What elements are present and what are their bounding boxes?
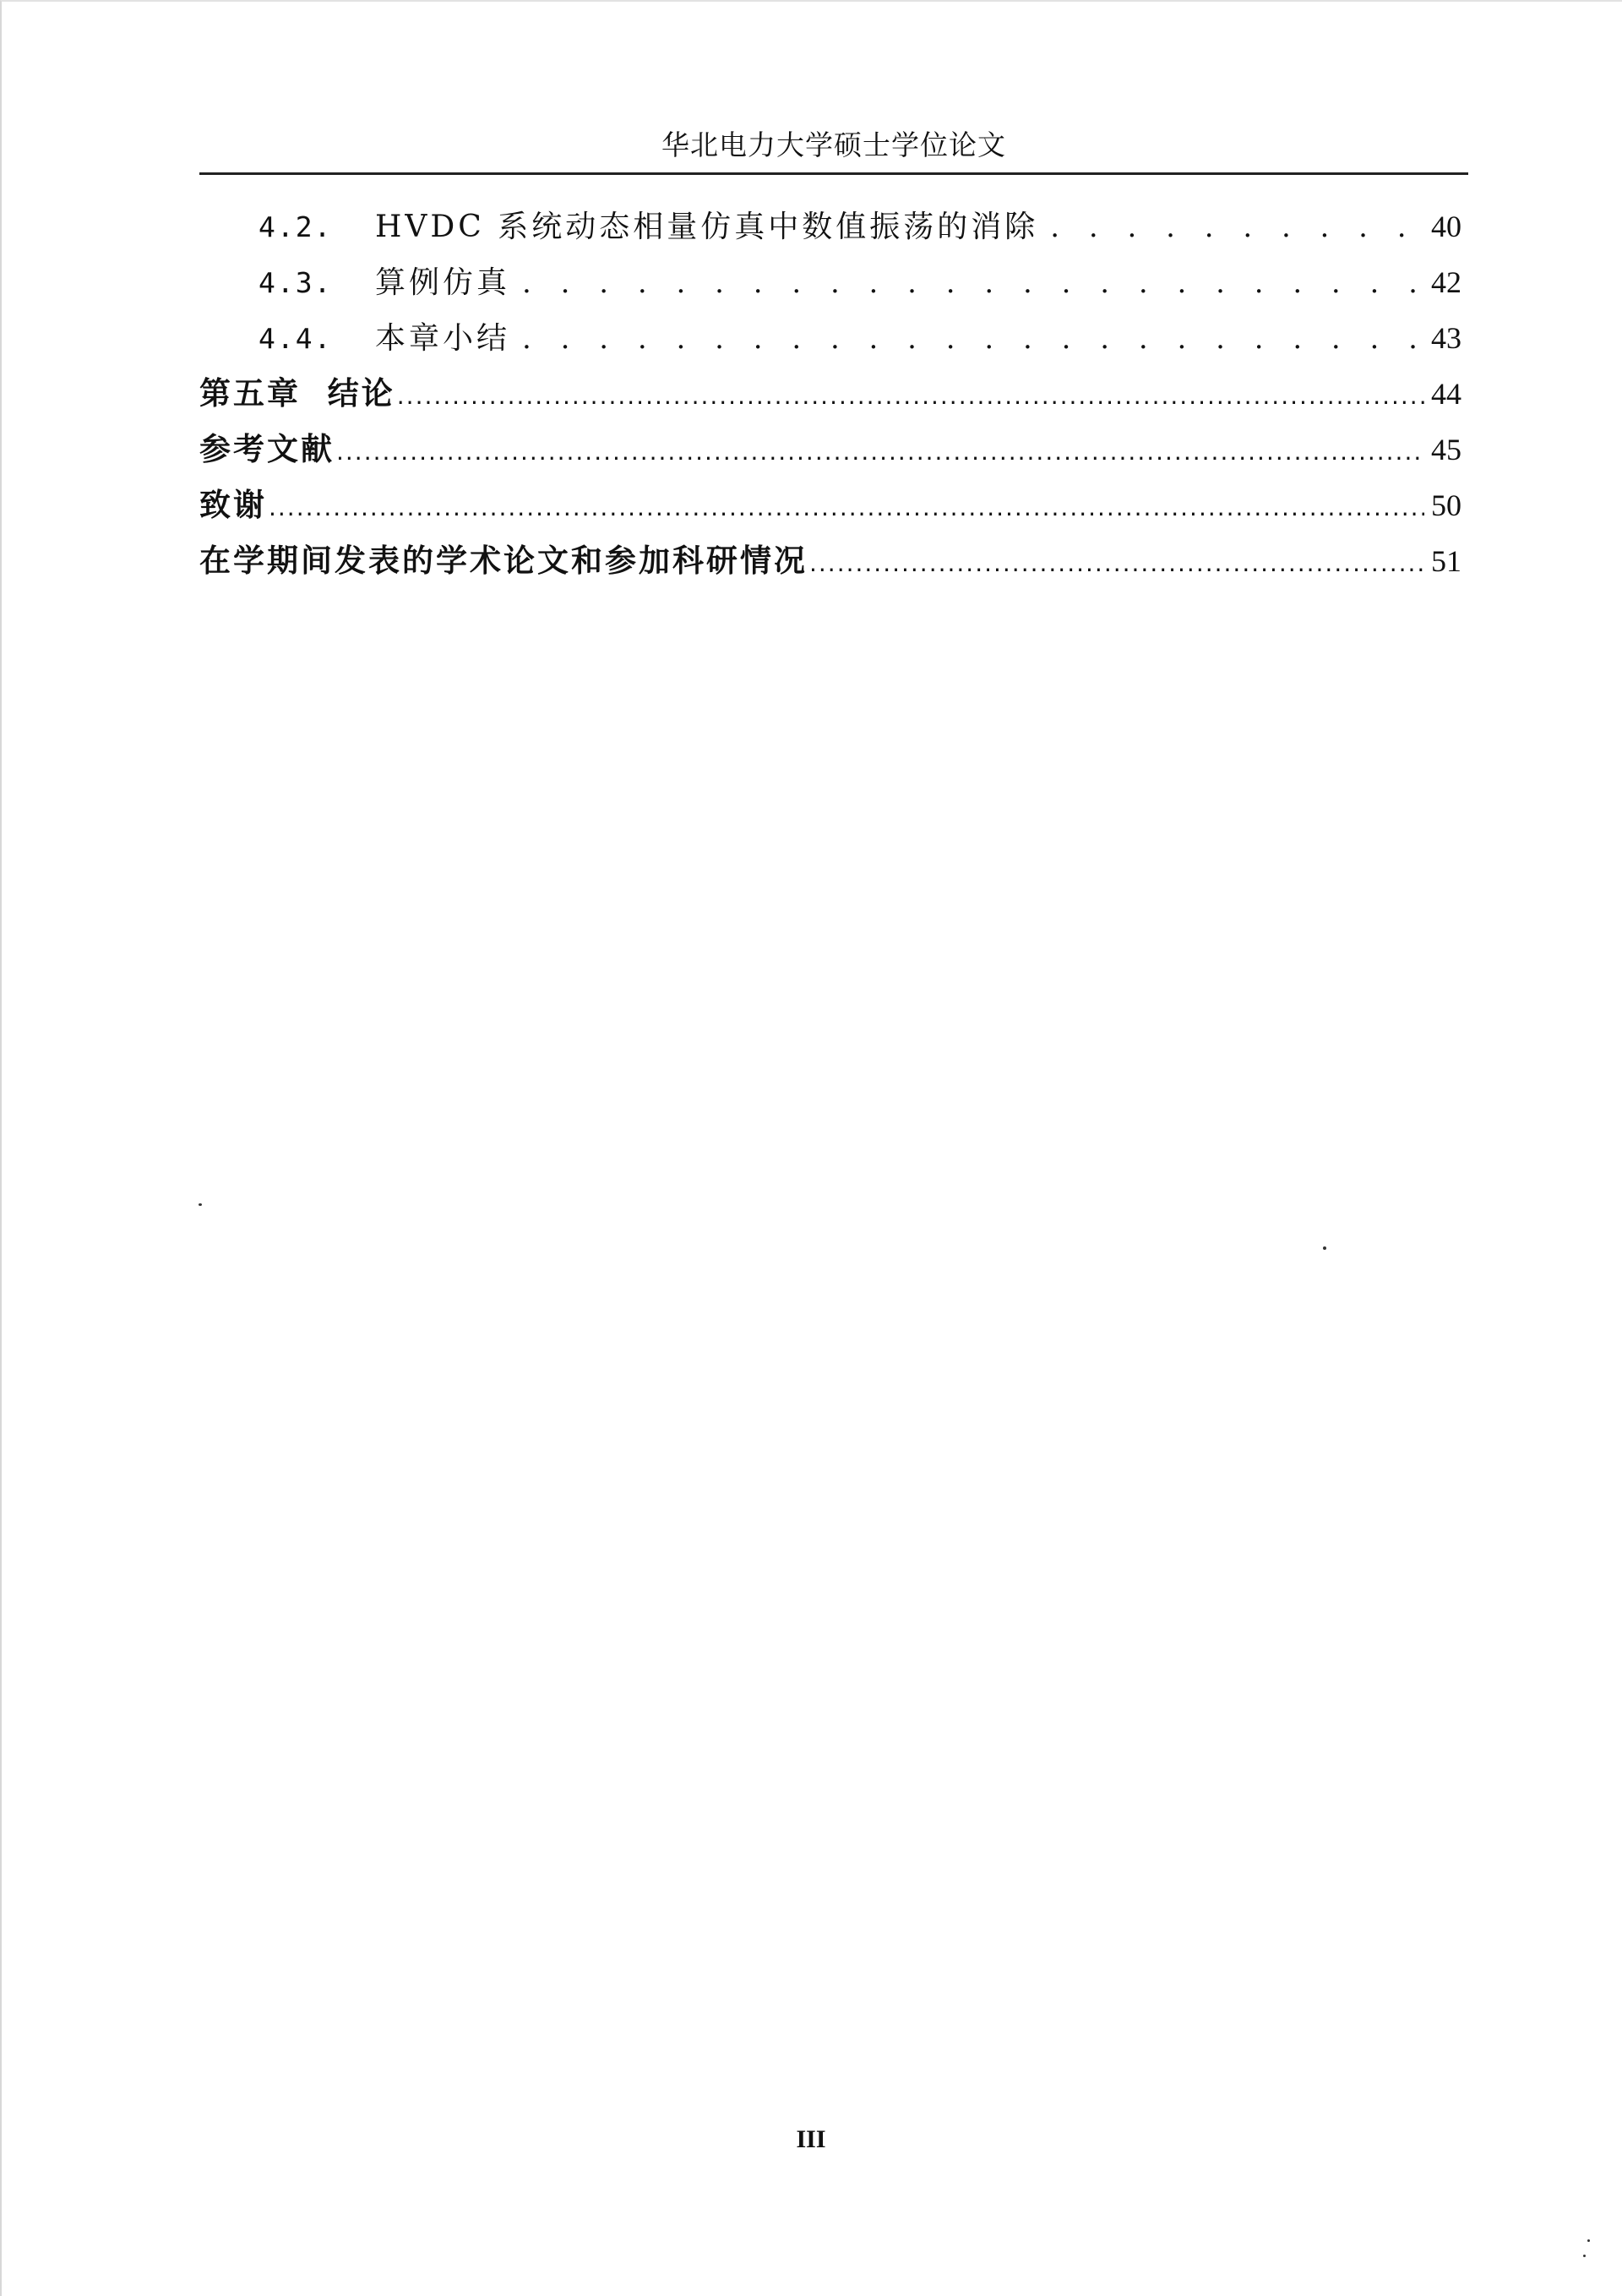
page-number: III [796,2125,826,2153]
dot-leader [397,373,1424,420]
scan-speck [1583,2255,1586,2257]
dot-leader [1050,204,1424,251]
toc-entry-page: 45 [1431,433,1461,466]
toc-entry-4-2[interactable] [199,203,1461,259]
dot-leader [522,259,1424,307]
toc-entry-4-4[interactable] [199,314,1461,370]
dot-leader [336,428,1424,476]
table-of-contents [199,203,1461,593]
scan-speck [199,1203,202,1206]
scan-speck [1323,1246,1326,1250]
dot-leader [809,540,1424,587]
toc-entry-chapter-5[interactable] [199,370,1461,426]
toc-entry-title: 本章小结 [375,321,511,356]
toc-entry-page: 42 [1431,265,1461,299]
toc-entry-page: 44 [1431,377,1461,411]
toc-entry-title: 在学期间发表的学术论文和参加科研情况 [199,543,808,579]
header-rule [199,172,1468,175]
toc-entry-title: 参考文献 [199,431,335,467]
toc-entry-title: 致谢 [199,487,267,523]
toc-entry-page: 40 [1431,210,1461,243]
toc-entry-page: 50 [1431,488,1461,522]
toc-entry-number: 4.4. [259,322,333,355]
toc-entry-title: 算例仿真 [375,265,511,300]
toc-entry-number: 4.3. [259,266,333,299]
toc-entry-4-3[interactable] [199,259,1461,314]
toc-entry-page: 43 [1431,321,1461,355]
dot-leader [522,315,1424,363]
running-header [199,127,1468,176]
dot-leader [269,484,1424,532]
toc-entry-title: 第五章 结论 [199,375,395,412]
toc-entry-page: 51 [1431,544,1461,578]
header-title: 华北电力大学硕士学位论文 [661,128,1006,161]
toc-entry-number: 4.2. [259,210,333,243]
toc-entry-references[interactable] [199,426,1461,482]
toc-entry-publications[interactable] [199,537,1461,593]
toc-entry-title: HVDC 系统动态相量仿真中数值振荡的消除 [375,210,1039,244]
scan-speck [1587,2239,1590,2242]
toc-entry-acknowledgements[interactable] [199,482,1461,537]
